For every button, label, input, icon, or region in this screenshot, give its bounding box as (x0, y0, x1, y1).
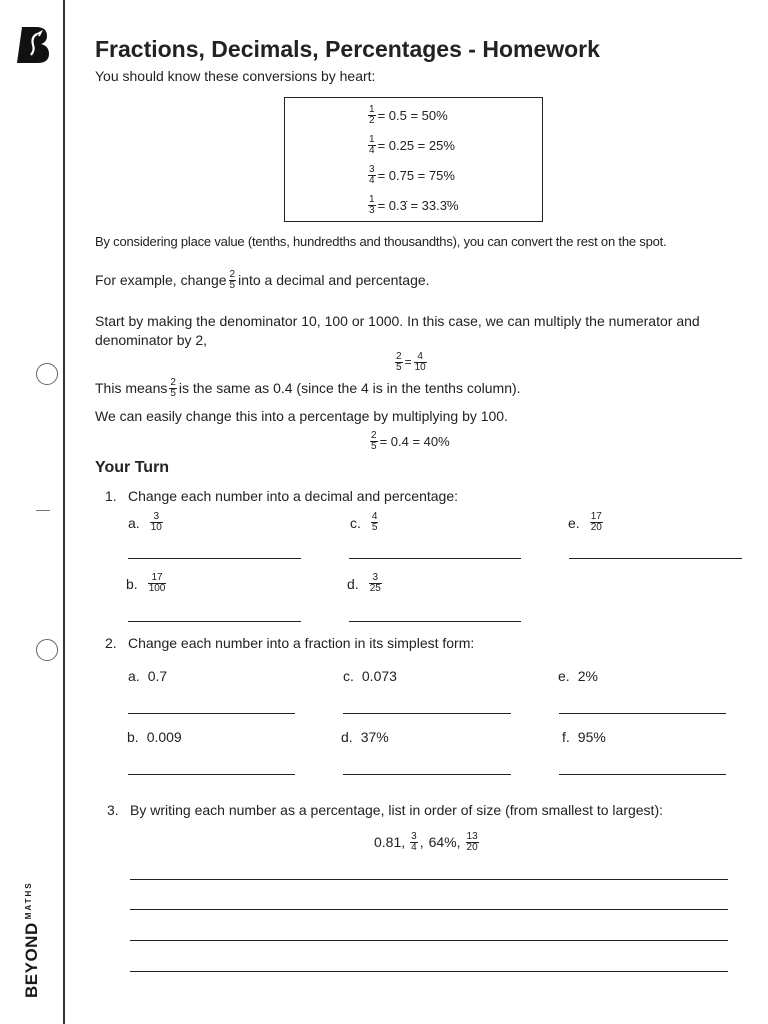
q1-item: a. $\frac{3}{10}$ (128, 511, 162, 533)
answer-line[interactable] (559, 713, 726, 714)
answer-line[interactable] (128, 774, 295, 775)
fraction: $\frac{3}{4}$ (369, 164, 375, 186)
answer-line[interactable] (128, 558, 301, 559)
method-text-line1: Start by making the denominator 10, 100 or 1000. In this case, we can multiply the numerator and (95, 313, 700, 329)
brand-sub: MATHS (24, 881, 33, 920)
answer-line[interactable] (343, 713, 511, 714)
q2-item: c. 0.073 (343, 668, 397, 684)
conversion-row: $\frac{1}{4}$ = 0.25 = 25% (369, 134, 455, 156)
q3-number: 3. (107, 802, 119, 818)
method-text-line2: denominator by 2, (95, 332, 208, 348)
q1-text: Change each number into a decimal and percentage: (128, 488, 458, 504)
q3-numbers: 0.81, $\frac{3}{4}$ , 64%, $\frac{13}{20}$ (374, 831, 478, 853)
equivalent-fraction-equation: $\frac{2}{5}$ = $\frac{4}{10}$ (396, 351, 426, 373)
answer-line[interactable] (128, 621, 301, 622)
conversion-row: $\frac{1}{3}$ = 0.3̇ = 33.3̇% (369, 194, 459, 216)
page-title: Fractions, Decimals, Percentages - Homework (95, 36, 600, 62)
answer-line[interactable] (343, 774, 511, 775)
punch-hole-icon (36, 363, 58, 385)
answer-line[interactable] (130, 879, 728, 880)
q1-item: c. $\frac{4}{5}$ (350, 511, 378, 533)
fold-mark (36, 510, 50, 511)
fraction: $\frac{2}{5}$ (170, 377, 176, 399)
percentage-text: We can easily change this into a percentage by multiplying by 100. (95, 408, 508, 424)
q3-text: By writing each number as a percentage, list in order of size (from smallest to largest): (130, 802, 663, 818)
brand-main: BEYOND (22, 922, 41, 998)
q2-item: e. 2% (558, 668, 598, 684)
q2-number: 2. (105, 635, 117, 651)
q1-item: e. $\frac{17}{20}$ (568, 511, 602, 533)
beyond-logo-icon (16, 25, 50, 65)
answer-line[interactable] (128, 713, 295, 714)
means-text: This means $\frac{2}{5}$ is the same as 0.4 (since the 4 is in the tenths column). (95, 377, 521, 399)
q2-item: d. 37% (341, 729, 389, 745)
q1-item: b. $\frac{17}{100}$ (126, 572, 166, 594)
answer-line[interactable] (130, 971, 728, 972)
conversion-row: $\frac{3}{4}$ = 0.75 = 75% (369, 164, 455, 186)
intro-text: You should know these conversions by heart: (95, 68, 376, 84)
q2-text: Change each number into a fraction in its simplest form: (128, 635, 475, 651)
fraction: $\frac{1}{2}$ (369, 104, 375, 126)
section-heading: Your Turn (95, 459, 170, 476)
answer-line[interactable] (130, 909, 728, 910)
answer-line[interactable] (130, 940, 728, 941)
answer-line[interactable] (349, 621, 521, 622)
q2-item: f. 95% (562, 729, 606, 745)
place-value-text: By considering place value (tenths, hundredths and thousandths), you can convert the rest on the spot. (95, 234, 667, 249)
q2-item: b. 0.009 (127, 729, 182, 745)
margin-line (63, 0, 65, 1024)
q1-number: 1. (105, 488, 117, 504)
punch-hole-icon (36, 639, 58, 661)
conversion-row: $\frac{1}{2}$ = 0.5 = 50% (369, 104, 448, 126)
fraction: $\frac{2}{5}$ (229, 269, 236, 291)
q2-item: a. 0.7 (128, 668, 168, 684)
answer-line[interactable] (349, 558, 521, 559)
answer-line[interactable] (569, 558, 742, 559)
answer-line[interactable] (559, 774, 726, 775)
fraction: $\frac{1}{3}$ (369, 194, 375, 216)
brand-wordmark (22, 881, 42, 998)
q1-item: d. $\frac{3}{25}$ (347, 572, 381, 594)
percentage-equation: $\frac{2}{5}$ = 0.4 = 40% (371, 430, 450, 452)
example-text: For example, change $\frac{2}{5}$ into a decimal and percentage. (95, 269, 430, 291)
fraction: $\frac{1}{4}$ (369, 134, 375, 156)
